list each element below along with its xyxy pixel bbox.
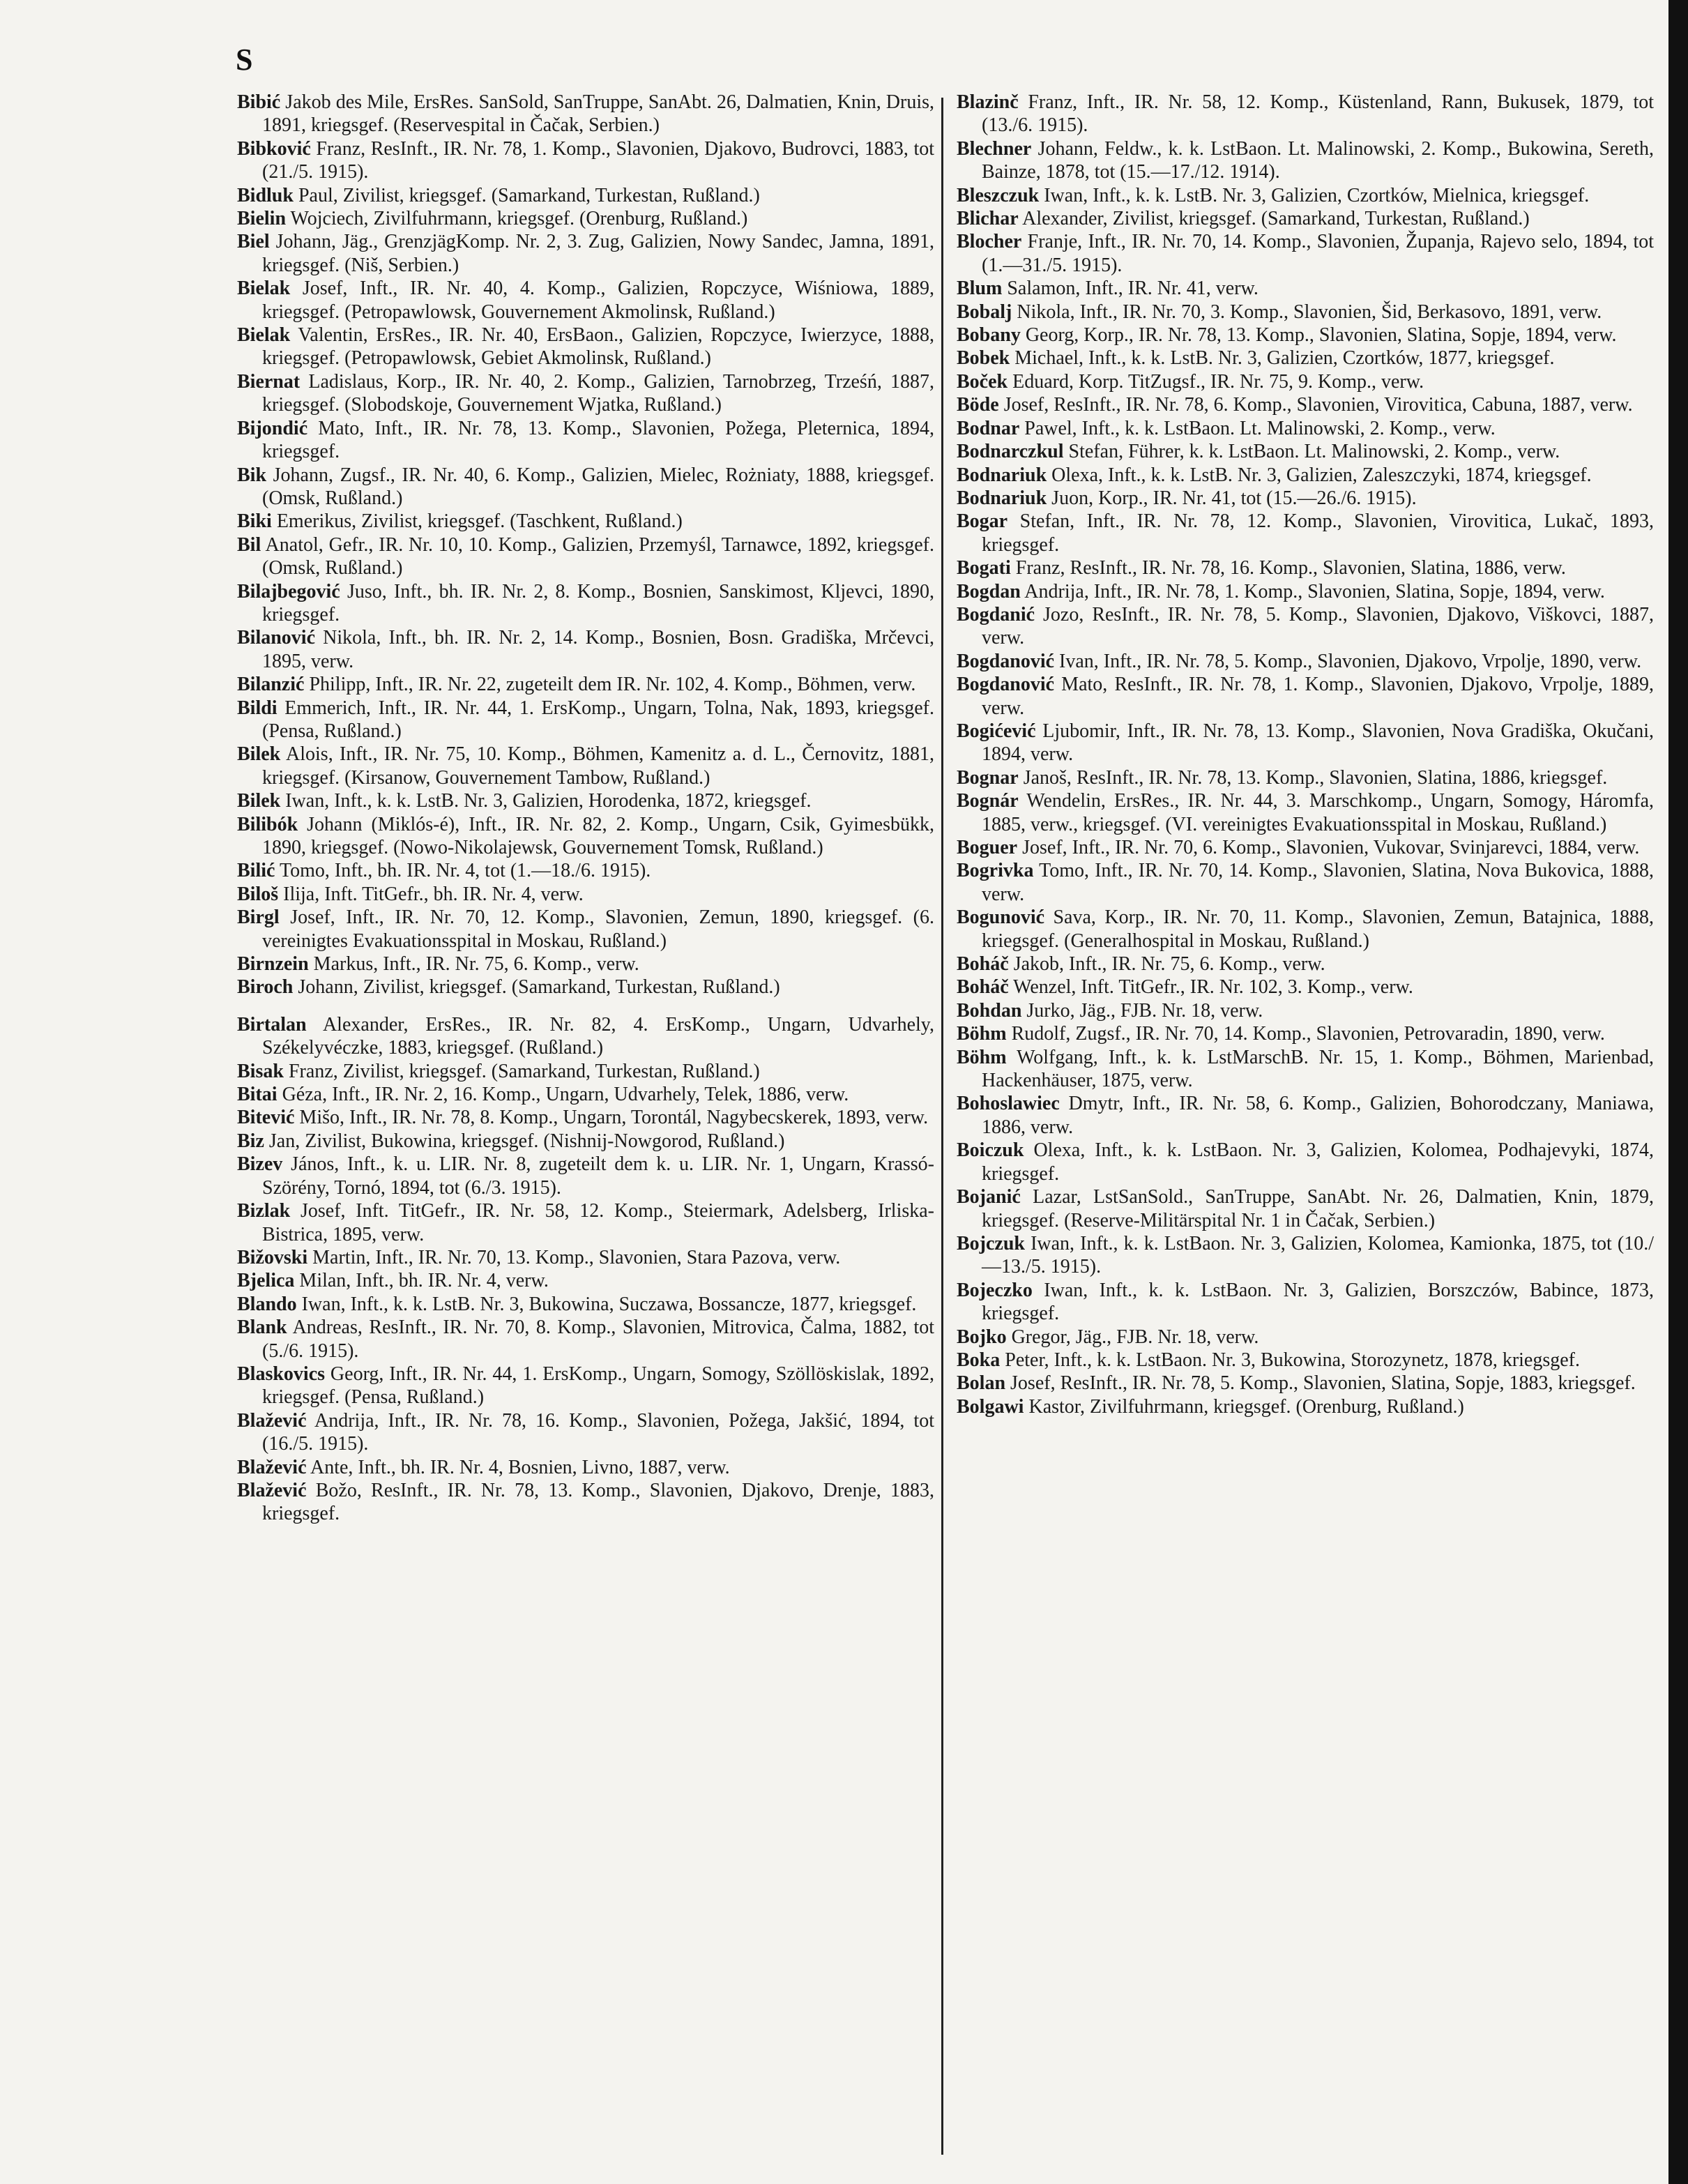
entry-details: Gregor, Jäg., FJB. Nr. 18, verw.: [1006, 1326, 1259, 1348]
entry-details: Olexa, Inft., k. k. LstB. Nr. 3, Galizien, Zaleszczyki, 1874, kriegsgef.: [1047, 464, 1592, 486]
entry-details: Iwan, Inft., k. k. LstBaon. Nr. 3, Galizien, Borszczów, Babince, 1873, kriegsgef.: [982, 1279, 1654, 1325]
entry-details: Ilija, Inft. TitGefr., bh. IR. Nr. 4, verw.: [278, 883, 584, 905]
entry-surname: Bil: [237, 533, 261, 556]
entry-details: Johann, Zivilist, kriegsgef. (Samarkand, Turkestan, Rußland.): [293, 976, 780, 999]
entry-surname: Biernat: [237, 370, 301, 393]
entry-details: Salamon, Inft., IR. Nr. 41, verw.: [1002, 278, 1259, 300]
list-item: [237, 743, 934, 789]
list-item: [237, 417, 934, 464]
entry-surname: Bijondić: [237, 417, 308, 439]
entry-surname: Bognár: [957, 790, 1019, 812]
list-item: [957, 1372, 1654, 1395]
entry-surname: Bilek: [237, 790, 281, 812]
list-item: [237, 1130, 934, 1153]
list-item: [957, 417, 1654, 440]
entry-details: Georg, Korp., IR. Nr. 78, 13. Komp., Slavonien, Slatina, Sopje, 1894, verw.: [1020, 324, 1617, 347]
list-item: [957, 1185, 1654, 1232]
entry-details: Anatol, Gefr., IR. Nr. 10, 10. Komp., Galizien, Przemyśl, Tarnawce, 1892, kriegsgef. (Omsk, Rußland.): [261, 533, 934, 579]
list-item: [957, 487, 1654, 510]
list-item: [237, 906, 934, 953]
column-divider: [941, 98, 943, 2155]
entry-details: Johann, Jäg., GrenzjägKomp. Nr. 2, 3. Zug, Galizien, Nowy Sandec, Jamna, 1891, kriegsgef. (Niš, Serbien.): [262, 231, 934, 276]
entry-surname: Bogdanić: [957, 603, 1035, 625]
right-column: [957, 91, 1654, 1418]
entry-details: Alexander, Zivilist, kriegsgef. (Samarkand, Turkestan, Rußland.): [1018, 208, 1530, 230]
list-item: [237, 1293, 934, 1316]
entry-surname: Biz: [237, 1130, 264, 1152]
entry-details: Josef, ResInft., IR. Nr. 78, 5. Komp., Slavonien, Slatina, Sopje, 1883, kriegsgef.: [1005, 1372, 1636, 1395]
entry-surname: Biroch: [237, 976, 294, 999]
entry-surname: Böhm: [957, 1046, 1007, 1068]
entry-surname: Bojeczko: [957, 1279, 1033, 1301]
list-item: [237, 370, 934, 417]
entry-details: János, Inft., k. u. LIR. Nr. 8, zugeteilt dem k. u. LIR. Nr. 1, Ungarn, Krassó-Szörény, Tornó, 1894, tot (6./3. 1915).: [262, 1153, 934, 1199]
list-item: [237, 813, 934, 860]
list-item: [237, 324, 934, 370]
entry-surname: Bogićević: [957, 720, 1036, 742]
entry-details: Wolfgang, Inft., k. k. LstMarschB. Nr. 15, 1. Komp., Böhmen, Marienbad, Hackenhäuser, 1875, verw.: [982, 1046, 1654, 1092]
list-item: [957, 137, 1654, 184]
entry-surname: Bodnarczkul: [957, 441, 1064, 463]
list-item: [957, 1326, 1654, 1349]
list-item: [957, 953, 1654, 976]
entry-surname: Bisak: [237, 1060, 284, 1082]
list-item: [957, 580, 1654, 603]
list-item: [237, 883, 934, 906]
list-item: [237, 91, 934, 137]
entry-surname: Böhm: [957, 1023, 1007, 1045]
entry-surname: Bogdan: [957, 580, 1021, 602]
entry-details: Franz, ResInft., IR. Nr. 78, 16. Komp., Slavonien, Slatina, 1886, verw.: [1010, 557, 1566, 579]
entry-surname: Bižovski: [237, 1246, 308, 1268]
entry-surname: Bielin: [237, 208, 287, 230]
entry-surname: Bilanović: [237, 627, 316, 649]
entry-surname: Bolgawi: [957, 1395, 1024, 1418]
entry-surname: Bojczuk: [957, 1232, 1025, 1254]
list-item: [957, 1232, 1654, 1279]
entry-surname: Birtalan: [237, 1013, 307, 1036]
entry-details: Franz, Zivilist, kriegsgef. (Samarkand, Turkestan, Rußland.): [283, 1060, 760, 1082]
list-item: [237, 1246, 934, 1269]
entry-surname: Bodnariuk: [957, 487, 1047, 509]
list-item: [957, 766, 1654, 789]
entry-surname: Bildi: [237, 697, 277, 719]
entry-surname: Bleszczuk: [957, 184, 1040, 206]
entry-details: Iwan, Inft., k. k. LstB. Nr. 3, Galizien, Horodenka, 1872, kriegsgef.: [280, 790, 812, 812]
entry-details: Géza, Inft., IR. Nr. 2, 16. Komp., Ungarn, Udvarhely, Telek, 1886, verw.: [277, 1084, 849, 1106]
entry-surname: Birgl: [237, 907, 280, 929]
list-item: [957, 556, 1654, 579]
list-item: [957, 1046, 1654, 1093]
list-item: [957, 440, 1654, 463]
entry-surname: Bidluk: [237, 184, 294, 206]
entry-surname: Bohoslawiec: [957, 1093, 1060, 1115]
list-item: [957, 673, 1654, 720]
entry-details: Mato, ResInft., IR. Nr. 78, 1. Komp., Slavonien, Djakovo, Vrpolje, 1889, verw.: [982, 674, 1654, 719]
entry-surname: Blichar: [957, 208, 1019, 230]
entry-details: Juon, Korp., IR. Nr. 41, tot (15.—26./6. 1915).: [1047, 487, 1417, 509]
entry-surname: Boháč: [957, 976, 1009, 999]
list-item: [957, 999, 1654, 1022]
entry-details: Andrija, Inft., IR. Nr. 78, 16. Komp., Slavonien, Požega, Jakšić, 1894, tot (16./5. 1915).: [262, 1409, 934, 1455]
entry-details: Tomo, Inft., IR. Nr. 70, 14. Komp., Slavonien, Slatina, Nova Bukovica, 1888, verw.: [982, 860, 1654, 905]
list-item: [957, 207, 1654, 230]
entry-surname: Bobek: [957, 347, 1010, 370]
entry-surname: Blank: [237, 1317, 287, 1339]
list-item: [237, 859, 934, 882]
entry-details: Jakob, Inft., IR. Nr. 75, 6. Komp., verw.: [1008, 953, 1325, 976]
list-item: [237, 626, 934, 673]
entry-details: Ivan, Inft., IR. Nr. 78, 5. Komp., Slavonien, Djakovo, Vrpolje, 1890, verw.: [1054, 650, 1642, 672]
entry-details: Ladislaus, Korp., IR. Nr. 40, 2. Komp., Galizien, Tarnobrzeg, Trześń, 1887, kriegsgef. (Slobodskoje, Gouvernement Wjatka, Rußland.): [262, 370, 934, 416]
entry-surname: Bibić: [237, 91, 281, 113]
entry-surname: Blocher: [957, 231, 1022, 253]
entry-surname: Blum: [957, 278, 1003, 300]
entry-details: Josef, Inft., IR. Nr. 70, 12. Komp., Slavonien, Zemun, 1890, kriegsgef. (6. vereinigtes Evakuationsspital in Moskau, Rußland.): [262, 907, 934, 952]
entry-surname: Bilek: [237, 743, 281, 766]
entry-details: Tomo, Inft., bh. IR. Nr. 4, tot (1.—18./6. 1915).: [275, 860, 651, 882]
list-item: [237, 976, 934, 999]
entry-details: Peter, Inft., k. k. LstBaon. Nr. 3, Bukowina, Storozynetz, 1878, kriegsgef.: [1000, 1349, 1580, 1371]
entry-details: Iwan, Inft., k. k. LstBaon. Nr. 3, Galizien, Kolomea, Kamionka, 1875, tot (10./—13./5. 1915).: [982, 1232, 1654, 1278]
list-item: [957, 906, 1654, 953]
entry-details: Iwan, Inft., k. k. LstB. Nr. 3, Bukowina, Suczawa, Bossancze, 1877, kriegsgef.: [296, 1293, 917, 1315]
list-item: [957, 1092, 1654, 1139]
list-item: [237, 1479, 934, 1526]
list-item: [237, 1456, 934, 1479]
spacer: [237, 999, 934, 1013]
entry-details: Franz, ResInft., IR. Nr. 78, 1. Komp., Slavonien, Djakovo, Budrovci, 1883, tot (21./5. 1915).: [262, 137, 934, 183]
list-item: [957, 230, 1654, 277]
entry-surname: Bogunović: [957, 907, 1045, 929]
list-item: [957, 301, 1654, 324]
list-item: [957, 1349, 1654, 1372]
entry-details: Markus, Inft., IR. Nr. 75, 6. Komp., verw.: [308, 953, 639, 976]
list-item: [237, 1409, 934, 1456]
entry-surname: Bogar: [957, 510, 1008, 533]
entry-details: Pawel, Inft., k. k. LstBaon. Lt. Malinowski, 2. Komp., verw.: [1019, 417, 1496, 439]
list-item: [957, 859, 1654, 906]
list-item: [957, 393, 1654, 416]
entry-surname: Bilić: [237, 860, 275, 882]
entry-surname: Bodnar: [957, 417, 1020, 439]
entry-surname: Bohdan: [957, 999, 1022, 1022]
list-item: [957, 789, 1654, 836]
list-item: [237, 464, 934, 510]
list-item: [237, 580, 934, 627]
list-item: [957, 1022, 1654, 1045]
list-item: [237, 230, 934, 277]
list-item: [957, 324, 1654, 347]
list-item: [237, 137, 934, 184]
entry-surname: Bogdanović: [957, 674, 1055, 696]
entry-surname: Birnzein: [237, 953, 309, 976]
entry-details: Nikola, Inft., IR. Nr. 70, 3. Komp., Slavonien, Šid, Berkasovo, 1891, verw.: [1012, 301, 1602, 323]
entry-details: Josef, Inft., IR. Nr. 70, 6. Komp., Slavonien, Vukovar, Svinjarevci, 1884, verw.: [1017, 837, 1640, 858]
entry-surname: Blaskovics: [237, 1363, 326, 1385]
entry-surname: Bjelica: [237, 1270, 295, 1292]
list-item: [957, 836, 1654, 859]
entry-details: Ljubomir, Inft., IR. Nr. 78, 13. Komp., Slavonien, Nova Gradiška, Okučani, 1894, verw.: [982, 720, 1654, 766]
entry-details: Valentin, ErsRes., IR. Nr. 40, ErsBaon., Galizien, Ropczyce, Iwierzyce, 1888, kriegsgef. (Petropawlowsk, Gebiet Akmolinsk, Rußland.): [262, 324, 934, 370]
entry-details: Josef, Inft., IR. Nr. 40, 4. Komp., Galizien, Ropczyce, Wiśniowa, 1889, kriegsgef. (Petropawlowsk, Gouvernement Akmolinsk, Rußland.): [262, 278, 934, 323]
list-item: [237, 1013, 934, 1060]
entry-details: Mato, Inft., IR. Nr. 78, 13. Komp., Slavonien, Požega, Pleternica, 1894, kriegsgef.: [262, 417, 934, 463]
entry-surname: Bilibók: [237, 813, 298, 835]
entry-details: Olexa, Inft., k. k. LstBaon. Nr. 3, Galizien, Kolomea, Podhajevyki, 1874, kriegsgef.: [982, 1139, 1654, 1185]
list-item: [237, 510, 934, 533]
list-item: [237, 533, 934, 580]
entry-details: Juso, Inft., bh. IR. Nr. 2, 8. Komp., Bosnien, Sanskimost, Kljevci, 1890, kriegsgef.: [262, 580, 934, 625]
entry-details: Paul, Zivilist, kriegsgef. (Samarkand, Turkestan, Rußland.): [293, 184, 760, 206]
entry-details: Nikola, Inft., bh. IR. Nr. 2, 14. Komp., Bosnien, Bosn. Gradiška, Mrčevci, 1895, verw.: [262, 627, 934, 672]
entry-details: Jan, Zivilist, Bukowina, kriegsgef. (Nishnij-Nowgorod, Rußland.): [264, 1130, 785, 1152]
list-item: [957, 720, 1654, 766]
entry-surname: Bilajbegović: [237, 580, 340, 602]
list-item: [957, 1279, 1654, 1326]
entry-surname: Biloš: [237, 883, 279, 905]
list-item: [237, 1153, 934, 1199]
entry-surname: Bobany: [957, 324, 1021, 347]
entry-details: Jakob des Mile, ErsRes. SanSold, SanTruppe, SanAbt. 26, Dalmatien, Knin, Druis, 1891, kriegsgef. (Reservespital in Čačak, Serbien.): [262, 91, 934, 137]
entry-details: Andreas, ResInft., IR. Nr. 70, 8. Komp., Slavonien, Mitrovica, Čalma, 1882, tot (5./6. 1915).: [262, 1317, 934, 1362]
entry-surname: Bielak: [237, 324, 291, 347]
entry-surname: Blažević: [237, 1456, 307, 1478]
list-item: [957, 370, 1654, 393]
entry-surname: Bizev: [237, 1153, 283, 1176]
entry-details: Michael, Inft., k. k. LstB. Nr. 3, Galizien, Czortków, 1877, kriegsgef.: [1010, 347, 1555, 370]
entry-details: Sava, Korp., IR. Nr. 70, 11. Komp., Slavonien, Zemun, Batajnica, 1888, kriegsgef. (Generalhospital in Moskau, Rußland.): [982, 907, 1654, 952]
entry-surname: Böde: [957, 394, 999, 416]
entry-details: Stefan, Inft., IR. Nr. 78, 12. Komp., Slavonien, Virovitica, Lukač, 1893, kriegsgef.: [982, 510, 1654, 556]
entry-surname: Bitai: [237, 1084, 277, 1106]
entry-details: Kastor, Zivilfuhrmann, kriegsgef. (Orenburg, Rußland.): [1024, 1395, 1464, 1418]
entry-surname: Blažević: [237, 1479, 307, 1501]
entry-details: Martin, Inft., IR. Nr. 70, 13. Komp., Slavonien, Stara Pazova, verw.: [307, 1246, 841, 1268]
entry-details: Janoš, ResInft., IR. Nr. 78, 13. Komp., Slavonien, Slatina, 1886, kriegsgef.: [1018, 766, 1608, 789]
entry-details: Rudolf, Zugsf., IR. Nr. 70, 14. Komp., Slavonien, Petrovaradin, 1890, verw.: [1006, 1023, 1605, 1045]
list-item: [237, 1269, 934, 1292]
entry-details: Lazar, LstSanSold., SanTruppe, SanAbt. Nr. 26, Dalmatien, Knin, 1879, kriegsgef. (Reserve-Militärspital Nr. 1 in Čačak, Serbien.): [982, 1186, 1654, 1231]
entry-surname: Bilanzić: [237, 674, 305, 696]
list-item: [237, 1199, 934, 1246]
entry-surname: Blechner: [957, 137, 1032, 160]
list-item: [957, 347, 1654, 370]
entry-details: Josef, Inft. TitGefr., IR. Nr. 58, 12. Komp., Steiermark, Adelsberg, Irliska-Bistrica, 1895, verw.: [262, 1200, 934, 1245]
entry-details: Ante, Inft., bh. IR. Nr. 4, Bosnien, Livno, 1887, verw.: [306, 1456, 730, 1478]
entry-surname: Blazinč: [957, 91, 1019, 113]
list-item: [237, 789, 934, 812]
entry-surname: Bognar: [957, 766, 1019, 789]
entry-surname: Bizlak: [237, 1200, 291, 1222]
list-item: [957, 277, 1654, 300]
entry-surname: Bojanić: [957, 1186, 1021, 1208]
entry-details: Wojciech, Zivilfuhrmann, kriegsgef. (Orenburg, Rußland.): [286, 208, 748, 230]
entry-surname: Bogati: [957, 557, 1011, 579]
entry-details: Emmerich, Inft., IR. Nr. 44, 1. ErsKomp., Ungarn, Tolna, Nak, 1893, kriegsgef. (Pensa, Rußland.): [262, 697, 934, 742]
entry-surname: Blando: [237, 1293, 297, 1315]
list-item: [237, 1316, 934, 1363]
entry-surname: Boháč: [957, 953, 1009, 976]
entry-surname: Boka: [957, 1349, 1001, 1371]
entry-details: Franje, Inft., IR. Nr. 70, 14. Komp., Slavonien, Županja, Rajevo selo, 1894, tot (1.—31./5. 1915).: [982, 231, 1654, 276]
list-item: [957, 91, 1654, 137]
entry-surname: Boček: [957, 370, 1008, 393]
list-item: [957, 1395, 1654, 1418]
entry-details: Wendelin, ErsRes., IR. Nr. 44, 3. Marschkomp., Ungarn, Somogy, Háromfa, 1885, verw., kriegsgef. (VI. vereinigtes Evakuationsspital in Moskau, Rußland.): [982, 790, 1654, 835]
entry-details: Franz, Inft., IR. Nr. 58, 12. Komp., Küstenland, Rann, Bukusek, 1879, tot (13./6. 1915).: [982, 91, 1654, 137]
entry-surname: Biki: [237, 510, 272, 533]
entry-details: Jurko, Jäg., FJB. Nr. 18, verw.: [1021, 999, 1263, 1022]
list-item: [957, 976, 1654, 999]
list-item: [957, 464, 1654, 487]
page-letter: S: [236, 43, 253, 77]
list-item: [957, 650, 1654, 673]
list-item: [237, 673, 934, 696]
entry-details: Wenzel, Inft. TitGefr., IR. Nr. 102, 3. Komp., verw.: [1008, 976, 1413, 999]
list-item: [237, 953, 934, 976]
entry-surname: Bik: [237, 464, 267, 486]
left-column: [237, 91, 934, 1526]
entry-details: Stefan, Führer, k. k. LstBaon. Lt. Malinowski, 2. Komp., verw.: [1063, 441, 1560, 463]
entry-details: Alois, Inft., IR. Nr. 75, 10. Komp., Böhmen, Kamenitz a. d. L., Černovitz, 1881, kriegsgef. (Kirsanow, Gouvernement Tambow, Rußland.): [262, 743, 934, 789]
entry-details: Johann, Feldw., k. k. LstBaon. Lt. Malinowski, 2. Komp., Bukowina, Sereth, Bainze, 1878, tot (15.—17./12. 1914).: [982, 137, 1654, 183]
entry-surname: Blažević: [237, 1409, 307, 1432]
list-item: [957, 184, 1654, 207]
list-item: [957, 603, 1654, 650]
entry-details: Iwan, Inft., k. k. LstB. Nr. 3, Galizien, Czortków, Mielnica, kriegsgef.: [1039, 184, 1590, 206]
entry-surname: Bolan: [957, 1372, 1006, 1395]
entry-surname: Bitević: [237, 1107, 295, 1129]
list-item: [237, 1363, 934, 1409]
entry-surname: Bielak: [237, 278, 291, 300]
scan-border: [1668, 0, 1688, 2184]
entry-surname: Bibković: [237, 137, 311, 160]
entry-surname: Boguer: [957, 837, 1018, 858]
entry-details: Alexander, ErsRes., IR. Nr. 82, 4. ErsKomp., Ungarn, Udvarhely, Székelyvéczke, 1883, kriegsgef. (Rußland.): [262, 1013, 934, 1059]
list-item: [237, 1106, 934, 1129]
list-item: [237, 1083, 934, 1106]
list-item: [237, 277, 934, 324]
entry-details: Milan, Inft., bh. IR. Nr. 4, verw.: [294, 1270, 549, 1292]
entry-details: Eduard, Korp. TitZugsf., IR. Nr. 75, 9. Komp., verw.: [1008, 370, 1424, 393]
entry-details: Jozo, ResInft., IR. Nr. 78, 5. Komp., Slavonien, Djakovo, Viškovci, 1887, verw.: [982, 603, 1654, 649]
entry-details: Johann, Zugsf., IR. Nr. 40, 6. Komp., Galizien, Mielec, Rożniaty, 1888, kriegsgef. (Omsk, Rußland.): [262, 464, 934, 509]
entry-details: Philipp, Inft., IR. Nr. 22, zugeteilt dem IR. Nr. 102, 4. Komp., Böhmen, verw.: [304, 674, 916, 696]
entry-details: Emerikus, Zivilist, kriegsgef. (Taschkent, Rußland.): [271, 510, 683, 533]
entry-surname: Bogdanović: [957, 650, 1055, 672]
entry-details: Božo, ResInft., IR. Nr. 78, 13. Komp., Slavonien, Djakovo, Drenje, 1883, kriegsgef.: [262, 1479, 934, 1525]
entry-details: Dmytr, Inft., IR. Nr. 58, 6. Komp., Galizien, Bohorodczany, Maniawa, 1886, verw.: [982, 1093, 1654, 1138]
entry-surname: Bogrivka: [957, 860, 1034, 882]
entry-surname: Bobalj: [957, 301, 1012, 323]
entry-surname: Bojko: [957, 1326, 1007, 1348]
list-item: [957, 1139, 1654, 1185]
entry-details: Johann (Miklós-é), Inft., IR. Nr. 82, 2. Komp., Ungarn, Csik, Gyimesbükk, 1890, kriegsgef. (Nowo-Nikolajewsk, Gouvernement Tomsk, Rußland.): [262, 813, 934, 858]
list-item: [237, 184, 934, 207]
entry-surname: Boiczuk: [957, 1139, 1024, 1162]
entry-details: Georg, Inft., IR. Nr. 44, 1. ErsKomp., Ungarn, Somogy, Szöllöskislak, 1892, kriegsgef. (Pensa, Rußland.): [262, 1363, 934, 1409]
list-item: [237, 697, 934, 743]
list-item: [237, 207, 934, 230]
entry-details: Andrija, Inft., IR. Nr. 78, 1. Komp., Slavonien, Slatina, Sopje, 1894, verw.: [1020, 580, 1605, 602]
list-item: [957, 510, 1654, 556]
entry-surname: Biel: [237, 231, 270, 253]
entry-details: Josef, ResInft., IR. Nr. 78, 6. Komp., Slavonien, Virovitica, Cabuna, 1887, verw.: [998, 394, 1633, 416]
entry-details: Mišo, Inft., IR. Nr. 78, 8. Komp., Ungarn, Torontál, Nagybecskerek, 1893, verw.: [294, 1107, 929, 1129]
entry-surname: Bodnariuk: [957, 464, 1047, 486]
list-item: [237, 1060, 934, 1083]
